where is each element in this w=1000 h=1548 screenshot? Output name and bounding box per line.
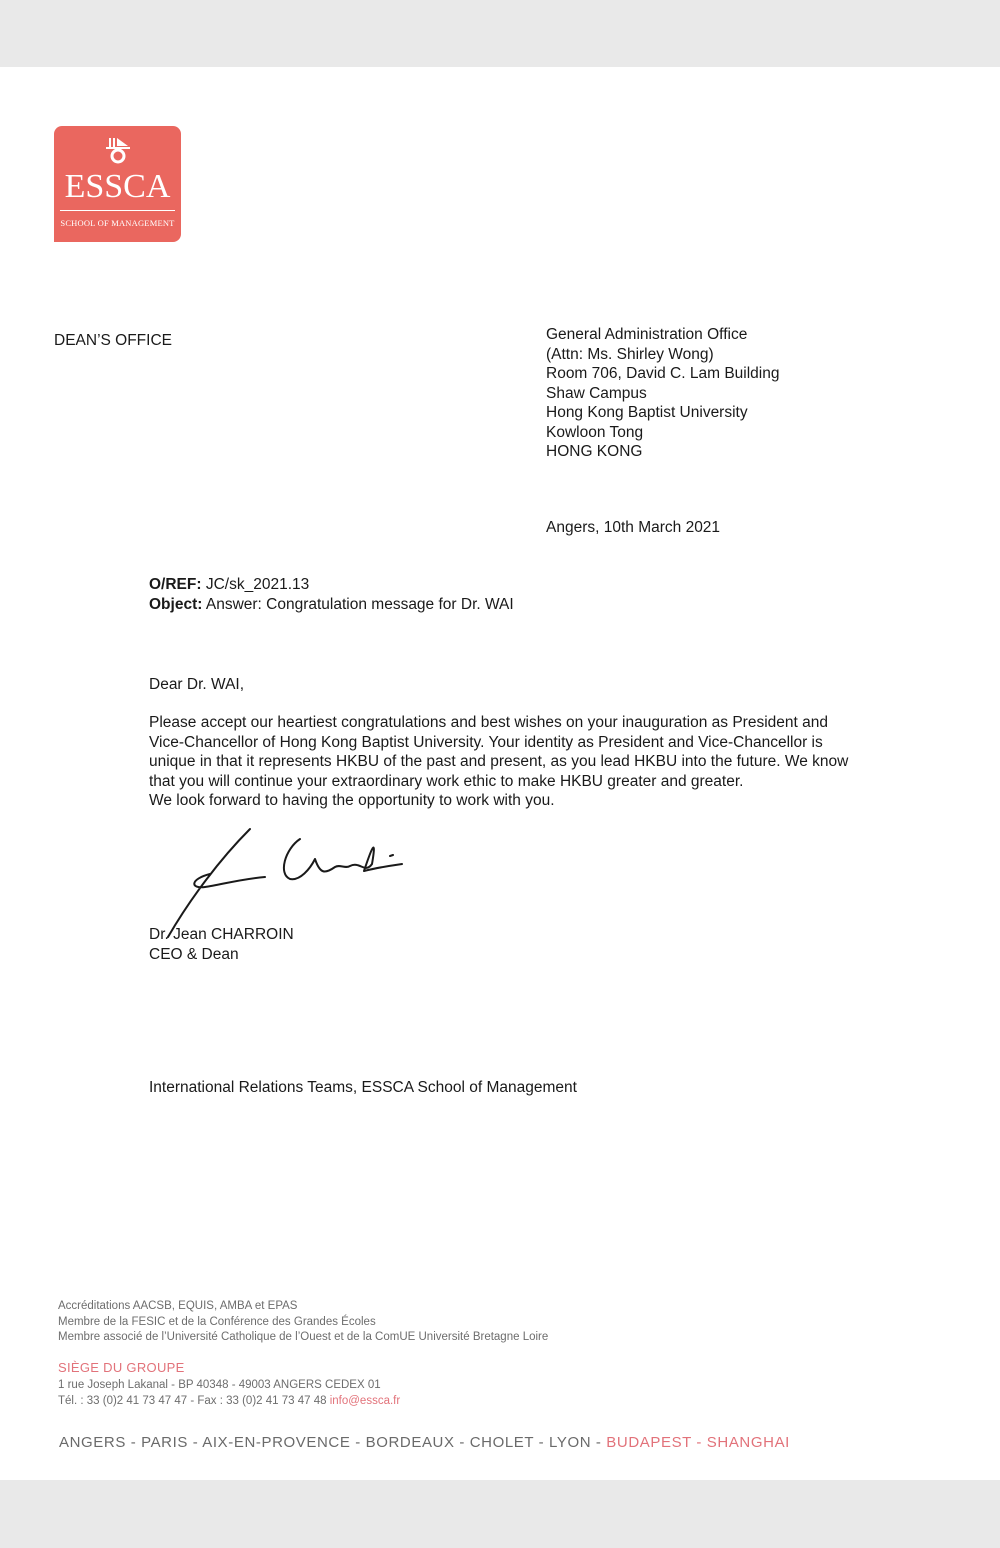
essca-logo [54,126,181,242]
key-icon [106,136,130,166]
body-line: that you will continue your extraordinary work ethic to make HKBU greater and greater. [149,772,744,790]
footer-email-link[interactable]: info@essca.fr [329,1394,401,1407]
object-value: Answer: Congratulation message for Dr. WAI [205,595,514,613]
body-line: Please accept our heartiest congratulations and best wishes on your inauguration as President and [149,714,828,731]
address-line: Room 706, David C. Lam Building [546,365,780,382]
letter-date: Angers, 10th March 2021 [546,519,721,536]
team-line: International Relations Teams, ESSCA School of Management [149,1079,577,1096]
footer-phone: Tél. : 33 (0)2 41 73 47 47 - Fax : 33 (0)2 41 73 47 48 [58,1394,327,1407]
campus-cities [59,1434,790,1451]
body-line: unique in that it represents HKBU of the past and present, as you lead HKBU into the future. We know [149,753,849,770]
address-line: Shaw Campus [546,384,647,402]
logo-divider [60,210,175,211]
body-line: Vice-Chancellor of Hong Kong Baptist University. Your identity as President and Vice-Chancellor is [149,733,823,751]
footer-contact [58,1378,400,1409]
salutation: Dear Dr. WAI, [149,676,245,693]
address-line: (Attn: Ms. Shirley Wong) [546,345,714,363]
signatory-title: CEO & Dean [149,945,239,963]
signatory-block [149,925,294,964]
address-line: Kowloon Tong [546,423,644,441]
sender-office: DEAN’S OFFICE [54,332,172,349]
body-line: We look forward to having the opportunity to work with you. [149,792,555,809]
oref-value: JC/sk_2021.13 [205,576,310,593]
cities-highlight: BUDAPEST - SHANGHAI [606,1434,790,1451]
footer-address: 1 rue Joseph Lakanal - BP 40348 - 49003 ANGERS CEDEX 01 [58,1379,381,1391]
letter-page [0,67,1000,1480]
address-line: Hong Kong Baptist University [546,404,748,421]
accreditation-line: Accréditations AACSB, EQUIS, AMBA et EPAS [58,1300,298,1312]
address-line: General Administration Office [546,326,748,343]
recipient-address [546,325,779,462]
object-label: Object: [149,595,203,613]
seat-title: SIÈGE DU GROUPE [58,1360,185,1375]
handwritten-signature [150,819,410,939]
signatory-name: Dr. Jean CHARROIN [149,926,294,943]
accreditation-line: Membre associé de l’Université Catholique de l’Ouest et de la ComUE Université Bretagne Loire [58,1331,549,1343]
cities-main: ANGERS - PARIS - AIX-EN-PROVENCE - BORDEAUX - CHOLET - LYON - [59,1434,607,1451]
logo-tagline: SCHOOL OF MANAGEMENT [60,218,175,228]
letter-body [149,713,929,811]
footer-accreditations [58,1299,548,1346]
logo-name: ESSCA [64,168,171,205]
accreditation-line: Membre de la FESIC et de la Conférence des Grandes Écoles [58,1315,376,1328]
oref-label: O/REF: [149,576,202,593]
reference-block [149,575,514,614]
address-line: HONG KONG [546,443,643,460]
